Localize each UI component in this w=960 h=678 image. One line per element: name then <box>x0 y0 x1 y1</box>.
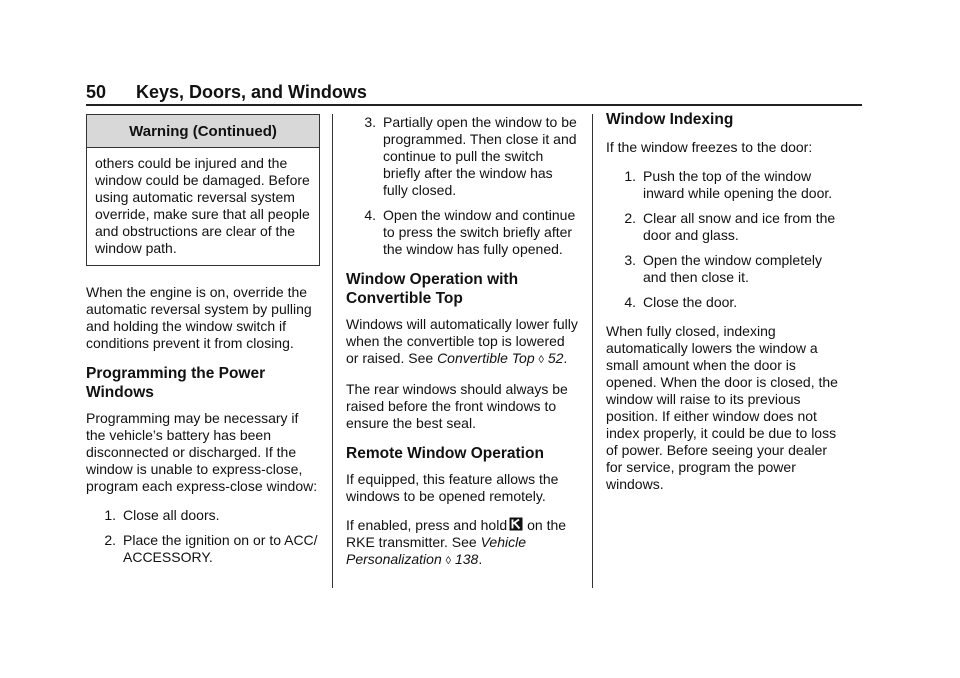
step-text: Place the ignition on or to ACC/ ACCESSORY. <box>123 532 318 565</box>
convertible-paragraph: Windows will automatically lower fully when the convertible top is lowered or raised. See Convertible Top ◊ 52. <box>346 316 578 366</box>
warning-box <box>86 114 320 266</box>
enabled-paragraph: If enabled, press and hold on the RKE transmitter. See Vehicle Personalization ◊ 138. <box>346 517 567 567</box>
page-number: 50 <box>86 82 107 102</box>
list-item <box>346 207 580 258</box>
page-header <box>86 82 367 103</box>
programming-steps-b <box>346 114 580 258</box>
override-paragraph: When the engine is on, override the automatic reversal system by pulling and holding the window switch if conditions prevent it from closing. <box>86 284 312 351</box>
programming-steps-a <box>86 507 320 566</box>
list-item <box>606 210 846 244</box>
remote-heading: Remote Window Operation <box>346 445 544 462</box>
step-number: 1. <box>104 507 116 523</box>
step-text: Open the window completely and then close it. <box>643 252 822 285</box>
remote-key-icon <box>509 517 523 531</box>
list-item <box>606 252 846 286</box>
header-rule <box>86 104 862 106</box>
remote-paragraph: If equipped, this feature allows the windows to be opened remotely. <box>346 471 559 504</box>
convertible-heading: Window Operation with Convertible Top <box>346 271 519 307</box>
step-number: 2. <box>104 532 116 548</box>
step-number: 3. <box>624 252 636 268</box>
step-text: Partially open the window to be programmed. Then close it and continue to pull the switch briefly after the window has fully closed. <box>383 114 577 198</box>
list-item <box>86 507 320 524</box>
indexing-heading: Window Indexing <box>606 111 734 128</box>
list-item <box>86 532 320 566</box>
column-3 <box>606 110 846 505</box>
step-text: Push the top of the window inward while opening the door. <box>643 168 833 201</box>
section-title: Keys, Doors, and Windows <box>136 82 367 102</box>
indexing-paragraph: When fully closed, indexing automatically lowers the window a small amount when the door is opened. When the door is closed, the window will raise to its previous position. If either window does not index properly, it could be due to loss of power. Before seeing your dealer for service, program the power windows. <box>606 323 838 492</box>
xref-arrow-icon: ◊ <box>538 354 544 366</box>
step-text: Close the door. <box>643 294 738 310</box>
enabled-text-pre: If enabled, press and hold <box>346 517 508 533</box>
list-item <box>606 294 846 311</box>
convertible-top-page: 52 <box>547 350 564 366</box>
step-number: 4. <box>364 207 376 223</box>
step-number: 3. <box>364 114 376 130</box>
warning-title: Warning (Continued) <box>87 115 319 148</box>
step-text: Close all doors. <box>123 507 220 523</box>
step-number: 4. <box>624 294 636 310</box>
enabled-text-post: on the RKE transmitter. See <box>346 517 567 550</box>
column-divider-2 <box>592 114 593 588</box>
list-item <box>346 114 580 199</box>
warning-body: others could be injured and the window could be damaged. Before using automatic reversal system override, make sure that all people and obstructions are clear of the window path. <box>95 155 310 256</box>
step-text: Open the window and continue to press the switch briefly after the window has fully opened. <box>383 207 576 257</box>
column-divider-1 <box>332 114 333 588</box>
programming-heading: Programming the Power Windows <box>86 365 266 401</box>
vehicle-personalization-page: 138 <box>454 551 479 567</box>
convertible-top-link-text: Convertible Top <box>437 350 535 366</box>
step-number: 1. <box>624 168 636 184</box>
column-1 <box>86 114 320 578</box>
freeze-paragraph: If the window freezes to the door: <box>606 139 813 155</box>
step-text: Clear all snow and ice from the door and glass. <box>643 210 836 243</box>
list-item <box>606 168 846 202</box>
indexing-steps <box>606 168 846 311</box>
column-2 <box>346 114 580 582</box>
rear-windows-paragraph: The rear windows should always be raised before the front windows to ensure the best seal. <box>346 381 568 431</box>
vehicle-personalization-link-text: Vehicle Personalization <box>346 534 527 567</box>
convertible-top-link[interactable] <box>437 350 563 366</box>
convertible-text: Windows will automatically lower fully when the convertible top is lowered or raised. See <box>346 316 578 366</box>
programming-paragraph: Programming may be necessary if the vehicle’s battery has been disconnected or discharged. If the window is unable to express-close, program each express-close window: <box>86 410 318 494</box>
xref-arrow-icon: ◊ <box>445 555 452 567</box>
step-number: 2. <box>624 210 636 226</box>
